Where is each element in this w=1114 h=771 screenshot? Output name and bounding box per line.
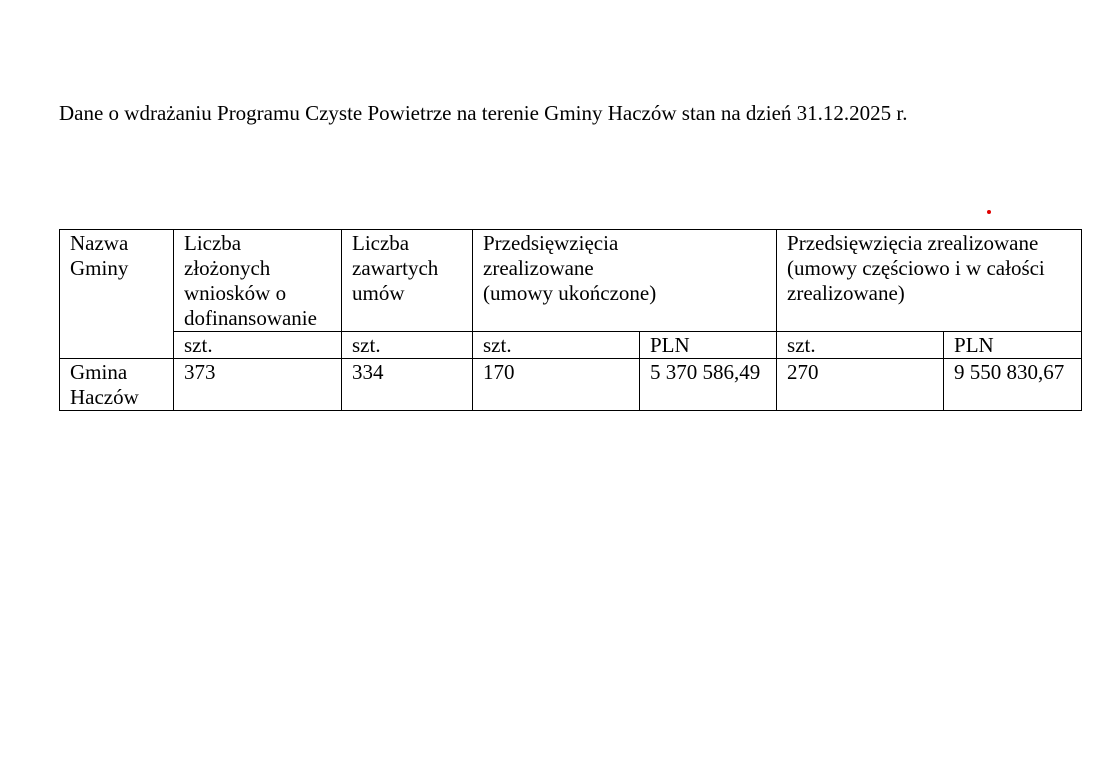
table-header-row bbox=[60, 230, 1082, 332]
unit-cell: szt. bbox=[342, 332, 473, 359]
cell-ukonczone-pln: 5 370 586,49 bbox=[640, 359, 777, 411]
cell-umowy-szt: 334 bbox=[342, 359, 473, 411]
document-heading: Dane o wdrażaniu Programu Czyste Powietrze na terenie Gminy Haczów stan na dzień 31.12.2025 r. bbox=[59, 101, 908, 125]
cell-czesciowo-szt: 270 bbox=[777, 359, 944, 411]
header-liczba-wnioskow: Liczba złożonych wniosków o dofinansowanie bbox=[174, 230, 342, 332]
cell-wnioski-szt: 373 bbox=[174, 359, 342, 411]
cell-gmina: Gmina Haczów bbox=[60, 359, 174, 411]
unit-cell: PLN bbox=[944, 332, 1082, 359]
unit-cell: szt. bbox=[174, 332, 342, 359]
unit-cell: szt. bbox=[473, 332, 640, 359]
table-row bbox=[60, 359, 1082, 411]
header-zrealizowane-czesciowo: Przedsięwzięcia zrealizowane (umowy częściowo i w całości zrealizowane) bbox=[777, 230, 1082, 332]
header-zrealizowane-ukonczone: Przedsięwzięcia zrealizowane (umowy ukończone) bbox=[473, 230, 777, 332]
unit-cell: PLN bbox=[640, 332, 777, 359]
cell-ukonczone-szt: 170 bbox=[473, 359, 640, 411]
program-data-table bbox=[59, 229, 1082, 411]
table-units-row bbox=[60, 332, 1082, 359]
cell-czesciowo-pln: 9 550 830,67 bbox=[944, 359, 1082, 411]
header-nazwa-gminy: Nazwa Gminy bbox=[60, 230, 174, 359]
header-liczba-umow: Liczba zawartych umów bbox=[342, 230, 473, 332]
red-marker-dot bbox=[987, 210, 991, 214]
unit-cell: szt. bbox=[777, 332, 944, 359]
